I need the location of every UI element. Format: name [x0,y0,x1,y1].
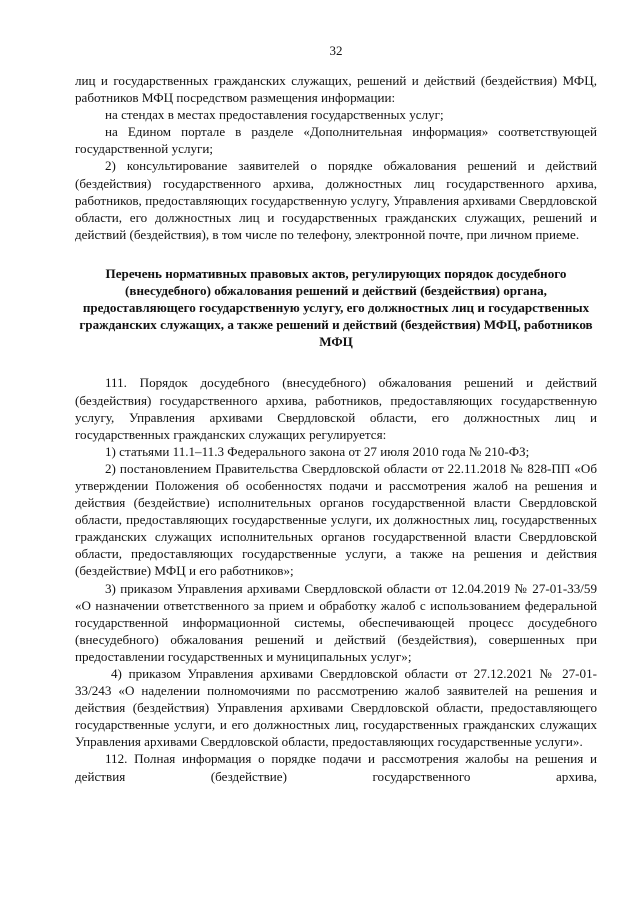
section-heading: Перечень нормативных правовых актов, регулирующих порядок досудебного (внесудебного) обжалования решений и действий (бездействия) органа, предоставляющего государственную услугу, его должностных лиц и государственных гражданских служащих, а также решений и действий (бездействия) МФЦ, работников МФЦ [79,265,593,350]
document-page [75,42,597,785]
list-item-2: 2) постановлением Правительства Свердловской области от 22.11.2018 № 828-ПП «Об утверждении Положения об особенностях подачи и рассмотрения жалоб на решения и действия (бездействие) исполнительных органов государственной власти Свердловской области, предоставляющих государственные услуги, их должностных лиц, государственных гражданских служащих исполнительных органов государственной власти Свердловской области, предоставляющих государственные услуги, а также на решения и действия (бездействие) МФЦ и его работников»; [75,460,597,579]
intro-paragraph-stands: на стендах в местах предоставления государственных услуг; [105,107,444,123]
list-item-1: 1) статьями 11.1–11.3 Федерального закона от 27 июля 2010 года № 210-ФЗ; [105,443,530,459]
list-item-4: 4) приказом Управления архивами Свердловской области от 27.12.2021 № 27-01-33/243 «О наделении полномочиями по рассмотрению жалоб заявителей на решения и действия (бездействия) Управления архивами Свердловской области, предоставляющего государственные услуги, и его должностных лиц, государственных гражданских служащих Управления архивами Свердловской области, предоставляющих государственные услуги». [75,666,597,750]
intro-paragraph-continuation: лиц и государственных гражданских служащих, решений и действий (бездействия) МФЦ, работников МФЦ посредством размещения информации: [75,73,597,106]
paragraph-111: 111. Порядок досудебного (внесудебного) обжалования решений и действий (бездействия) государственного архива, работников, предоставляющих государственную услугу, Управления архивами Свердловской области, его должностных лиц и государственных гражданских служащих регулируется: [75,375,597,442]
intro-paragraph-consulting: 2) консультирование заявителей о порядке обжалования решений и действий (бездействия) государственного архива, должностных лиц государственного архива, работников, предоставляющих государственную услугу, Управления архивами Свердловской области, его должностных лиц и государственных гражданских служащих, решений и действий (бездействия), в том числе по телефону, электронной почте, при личном приеме. [75,158,597,242]
page-number: 32 [329,43,343,58]
intro-paragraph-portal: на Едином портале в разделе «Дополнительная информация» соответствующей государственной услуги; [75,124,597,157]
list-item-3: 3) приказом Управления архивами Свердловской области от 12.04.2019 № 27-01-33/59 «О назначении ответственного за прием и обработку жалоб с использованием федеральной государственной информационной системы, обеспечивающей процесс досудебного (внесудебного) обжалования решений и действий (бездействия), совершенных при предоставлении государственных и муниципальных услуг»; [75,580,597,664]
paragraph-112: 112. Полная информация о порядке подачи и рассмотрения жалобы на решения и действия (бездействие) государственного архива, [75,751,597,784]
